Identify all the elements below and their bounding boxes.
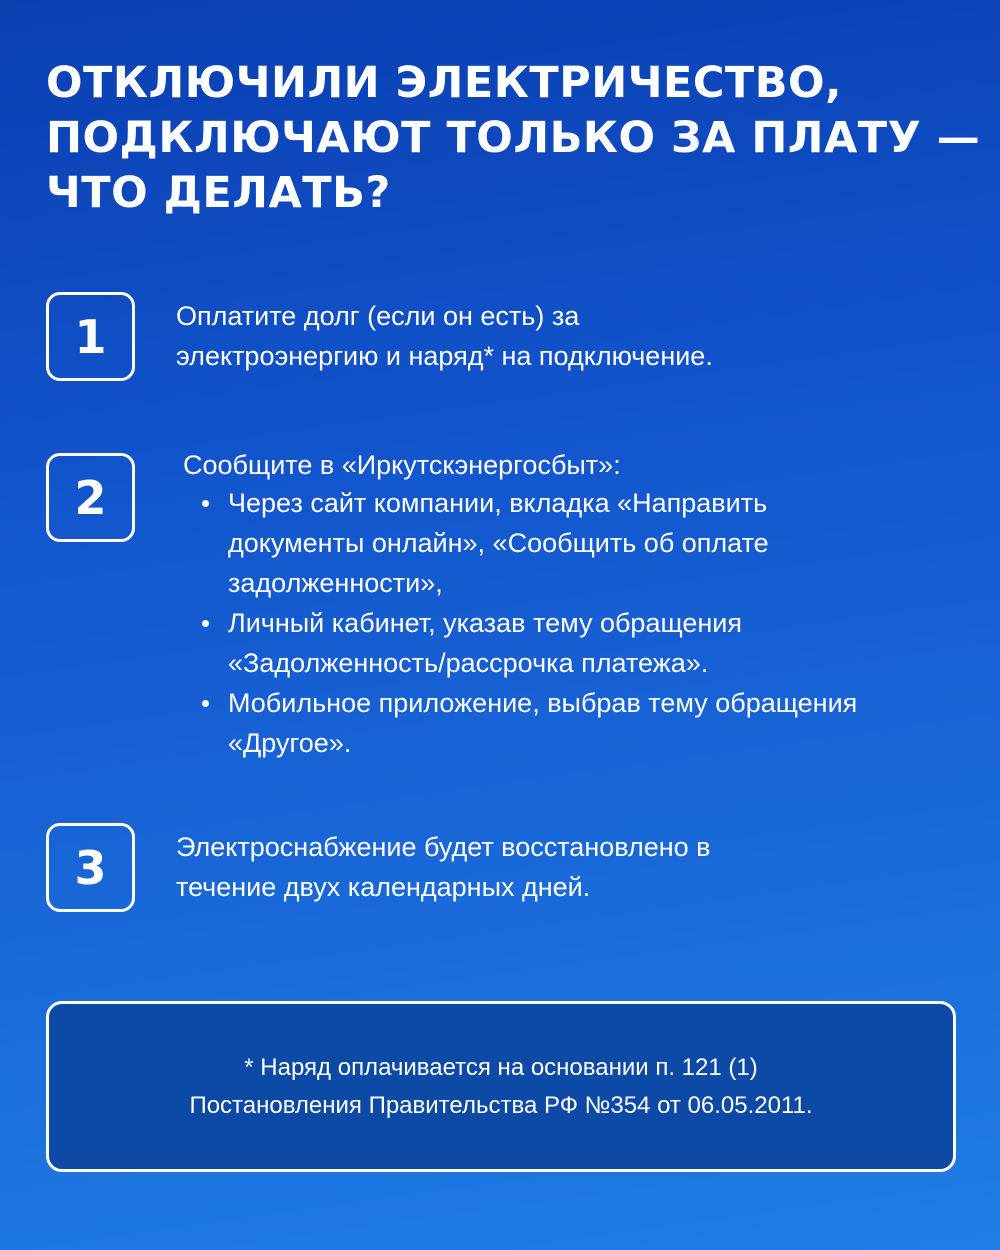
step-text [176,296,956,376]
list-item-line: «Задолженность/рассрочка платежа». [228,648,709,678]
footnote-line: Постановления Правительства РФ №354 от 06.05.2011. [189,1091,813,1119]
footnote-box [46,1001,956,1172]
step-bullet-list [202,483,962,763]
list-item-line: Мобильное приложение, выбрав тему обращения [228,688,858,718]
title-line: ОТКЛЮЧИЛИ ЭЛЕКТРИЧЕСТВО, [46,58,842,108]
footnote-line: * Наряд оплачивается на основании п. 121 (1) [244,1053,758,1081]
list-item [202,483,962,603]
step-text-line: Оплатите долг (если он есть) за [176,301,580,331]
title-line: ПОДКЛЮЧАЮТ ТОЛЬКО ЗА ПЛАТУ — [46,113,981,163]
list-item-line: Через сайт компании, вкладка «Направить [228,488,768,518]
list-item [202,683,962,763]
list-item [202,603,962,683]
step-text-line: Электроснабжение будет восстановлено в [176,832,711,862]
list-item-line: задолженности», [228,568,443,598]
step-2 [46,450,966,773]
step-3 [46,823,966,913]
step-number-badge: 2 [46,453,135,542]
list-item-line: «Другое». [228,728,352,758]
list-item-line: документы онлайн», «Сообщить об оплате [228,528,769,558]
list-item-line: Личный кабинет, указав тему обращения [228,608,743,638]
step-intro-line: Сообщите в «Иркутскэнергосбыт»: [183,450,621,480]
step-text [176,827,956,907]
step-text-line: электроэнергию и наряд* на подключение. [176,341,713,371]
title-line: ЧТО ДЕЛАТЬ? [46,168,391,218]
step-1 [46,292,966,382]
page-title [46,56,981,221]
step-number-badge: 3 [46,823,135,912]
step-text-line: течение двух календарных дней. [176,872,591,902]
step-number-badge: 1 [46,292,135,381]
step-intro [183,445,963,485]
